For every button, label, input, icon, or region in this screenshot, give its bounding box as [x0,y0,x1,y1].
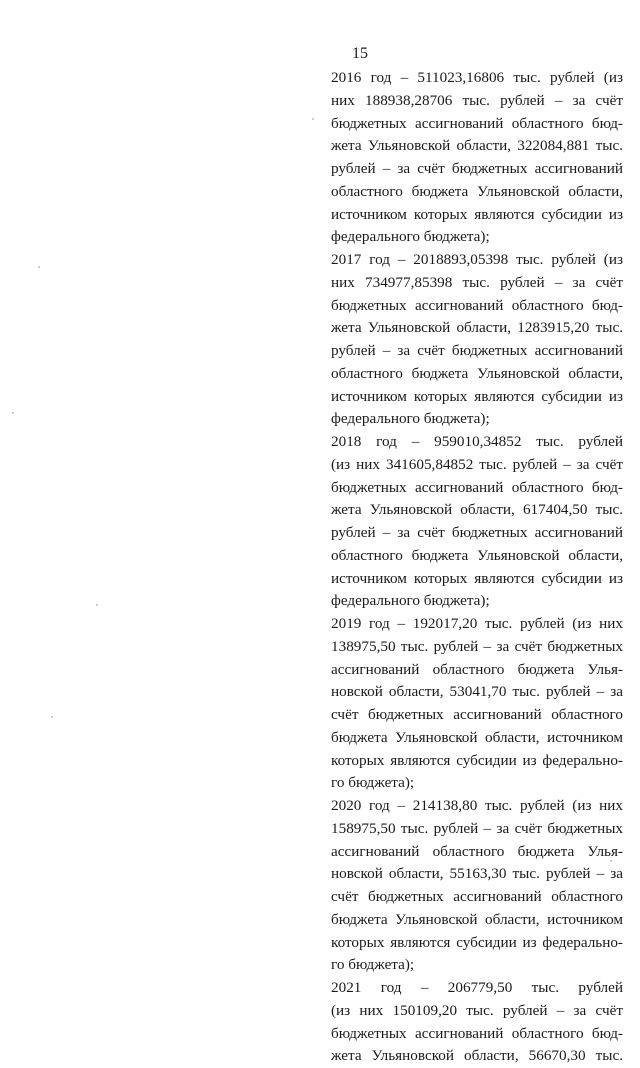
text-line: 138975,50 тыс. рублей – за счёт бюджетных [331,637,623,655]
text-line: жета Ульяновской области, 322084,881 тыс. [331,137,623,155]
text-line: них 188938,28706 тыс. рублей – за счёт [331,91,623,109]
text-line: жета Ульяновской области, 56670,30 тыс. [331,1047,623,1065]
text-line: (из них 150109,20 тыс. рублей – за счёт [331,1001,623,1019]
text-line: 2020 год – 214138,80 тыс. рублей (из них [331,797,623,814]
text-line: которых являются субсидии из федерально- [331,751,623,769]
text-line: новской области, 53041,70 тыс. рублей – за [331,683,623,701]
text-line: областного бюджета Ульяновской области, [331,546,623,564]
page-number: 15 [352,45,368,62]
text-line: бюджетных ассигнований областного бюд- [331,478,623,496]
text-line: рублей – за счёт бюджетных ассигнований [331,160,623,177]
text-line: жета Ульяновской области, 617404,50 тыс. [331,501,623,519]
text-line: го бюджета); [331,956,415,974]
text-line: 2017 год – 2018893,05398 тыс. рублей (из [331,251,623,268]
scan-speck [96,604,98,606]
text-line: бюджета Ульяновской области, источником [331,910,623,928]
text-line: областного бюджета Ульяновской области, [331,182,623,200]
text-line: федерального бюджета); [331,410,490,428]
text-line: го бюджета); [331,774,415,792]
text-line: 2021 год – 206779,50 тыс. рублей [331,979,623,996]
text-line: бюджетных ассигнований областного бюд- [331,114,623,132]
text-line: 2016 год – 511023,16806 тыс. рублей (из [331,69,623,86]
text-line: федерального бюджета); [331,592,490,610]
scan-speck [312,118,314,120]
text-line: 2019 год – 192017,20 тыс. рублей (из них [331,615,623,632]
text-line: (из них 341605,84852 тыс. рублей – за счёт [331,455,623,473]
text-line: счёт бюджетных ассигнований областного [331,706,623,723]
text-line: рублей – за счёт бюджетных ассигнований [331,524,623,541]
scan-speck [12,412,14,414]
text-line: источником которых являются субсидии из [331,205,623,223]
text-line: счёт бюджетных ассигнований областного [331,888,623,905]
text-line: ассигнований областного бюджета Улья- [331,660,623,678]
text-line: 2018 год – 959010,34852 тыс. рублей [331,433,623,450]
text-line: бюджетных ассигнований областного бюд- [331,1024,623,1042]
text-column [331,67,623,1068]
text-line: бюджетных ассигнований областного бюд- [331,296,623,314]
text-line: них 734977,85398 тыс. рублей – за счёт [331,273,623,291]
text-line: источником которых являются субсидии из [331,569,623,587]
scan-speck [51,716,53,718]
text-line: новской области, 55163,30 тыс. рублей – за [331,865,623,883]
text-line: которых являются субсидии из федерально- [331,933,623,951]
text-line: областного бюджета Ульяновской области, [331,364,623,382]
text-line: федерального бюджета); [331,228,490,246]
scan-speck [38,266,40,268]
text-line: жета Ульяновской области, 1283915,20 тыс. [331,319,623,337]
text-line: 158975,50 тыс. рублей – за счёт бюджетных [331,819,623,837]
text-line: бюджета Ульяновской области, источником [331,728,623,746]
text-line: ассигнований областного бюджета Улья- [331,842,623,860]
scan-speck [610,860,612,862]
text-line: рублей – за счёт бюджетных ассигнований [331,342,623,359]
text-line: источником которых являются субсидии из [331,387,623,405]
